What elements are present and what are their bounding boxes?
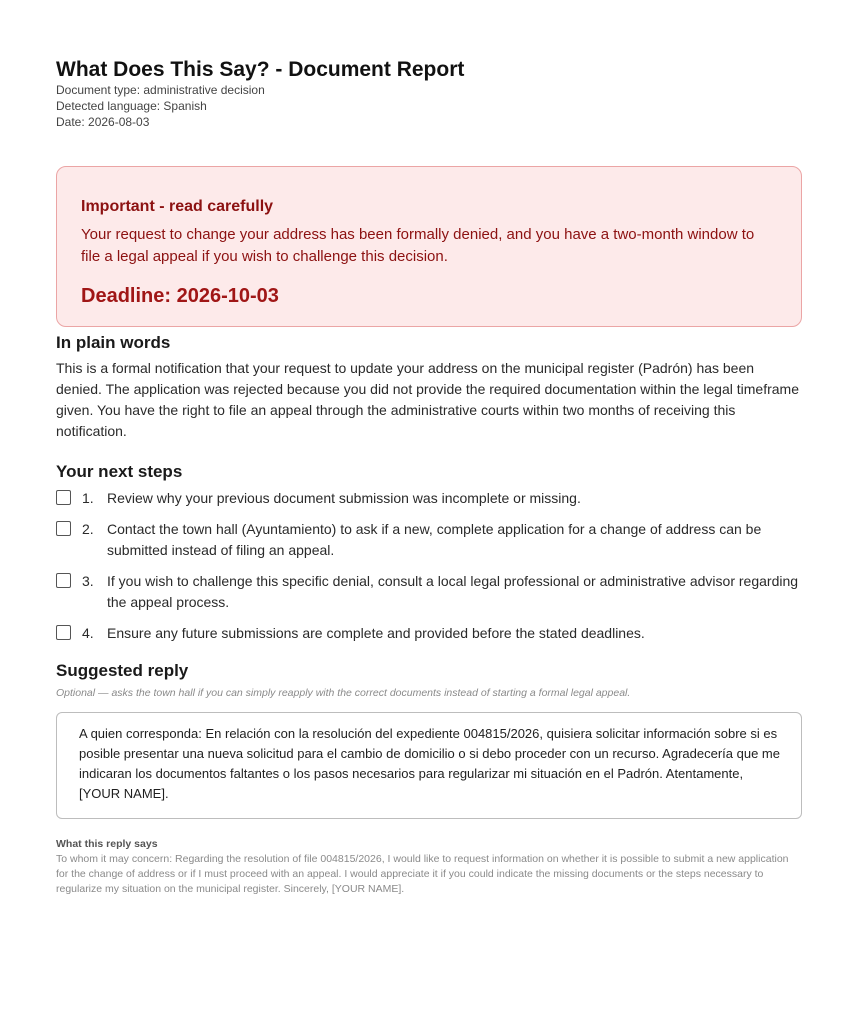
- step-item: [56, 623, 802, 644]
- step-number: 3.: [82, 573, 94, 589]
- step-item: [56, 519, 802, 561]
- next-steps-list: [56, 488, 802, 644]
- step-text: Ensure any future submissions are complete and provided before the stated deadlines.: [107, 625, 645, 641]
- translation-text: To whom it may concern: Regarding the resolution of file 004815/2026, I would like to request information on whether it is possible to submit a new application for the change of address or if I must proceed with an appeal. I would appreciate it if you could indicate the missing documents or the steps necessary to regularize my situation on the municipal register. Sincerely, [YOUR NAME].: [56, 853, 789, 895]
- step-checkbox[interactable]: [56, 573, 71, 588]
- translation-label: What this reply says: [56, 838, 158, 850]
- step-text: Review why your previous document submission was incomplete or missing.: [107, 490, 581, 506]
- step-checkbox[interactable]: [56, 625, 71, 640]
- step-number: 2.: [82, 521, 94, 537]
- plain-words-heading: In plain words: [56, 333, 171, 352]
- step-item: [56, 571, 802, 613]
- step-checkbox[interactable]: [56, 490, 71, 505]
- step-text: Contact the town hall (Ayuntamiento) to ask if a new, complete application for a change of address can be submitted instead of filing an appeal.: [107, 521, 762, 558]
- suggested-reply-note: Optional — asks the town hall if you can simply reapply with the correct documents instead of starting a formal legal appeal.: [56, 687, 631, 699]
- report-title: What Does This Say? - Document Report: [56, 58, 465, 81]
- suggested-reply-text[interactable]: A quien corresponda: En relación con la resolución del expediente 004815/2026, quisiera solicitar información sobre si es posible presentar una nueva solicitud para el cambio de domicilio o si debo proceder con un recurso. Agradecería que me indicaran los documentos faltantes o los pasos necesarios para regularizar mi situación en el Padrón. Atentamente, [YOUR NAME].: [56, 712, 802, 819]
- document-report: [56, 58, 802, 897]
- important-alert-box: [56, 166, 802, 327]
- step-item: [56, 488, 802, 509]
- step-checkbox[interactable]: [56, 521, 71, 536]
- step-text: If you wish to challenge this specific denial, consult a local legal professional or administrative advisor regarding the appeal process.: [107, 573, 799, 610]
- step-number: 1.: [82, 490, 94, 506]
- deadline: Deadline: 2026-10-03: [81, 285, 279, 307]
- document-type: Document type: administrative decision: [56, 83, 265, 97]
- step-number: 4.: [82, 625, 94, 641]
- detected-language: Detected language: Spanish: [56, 99, 207, 113]
- plain-words-body: This is a formal notification that your request to update your address on the municipal register (Padrón) has been denied. The application was rejected because you did not provide the required documentation within the legal timeframe given. You have the right to file an appeal through the administrative courts within two months of receiving this notification.: [56, 360, 799, 439]
- suggested-reply-heading: Suggested reply: [56, 661, 189, 680]
- next-steps-heading: Your next steps: [56, 462, 183, 481]
- alert-summary: Your request to change your address has been formally denied, and you have a two-month window to file a legal appeal if you wish to challenge this decision.: [81, 226, 755, 265]
- alert-heading: Important - read carefully: [81, 198, 274, 215]
- report-date: Date: 2026-08-03: [56, 115, 150, 129]
